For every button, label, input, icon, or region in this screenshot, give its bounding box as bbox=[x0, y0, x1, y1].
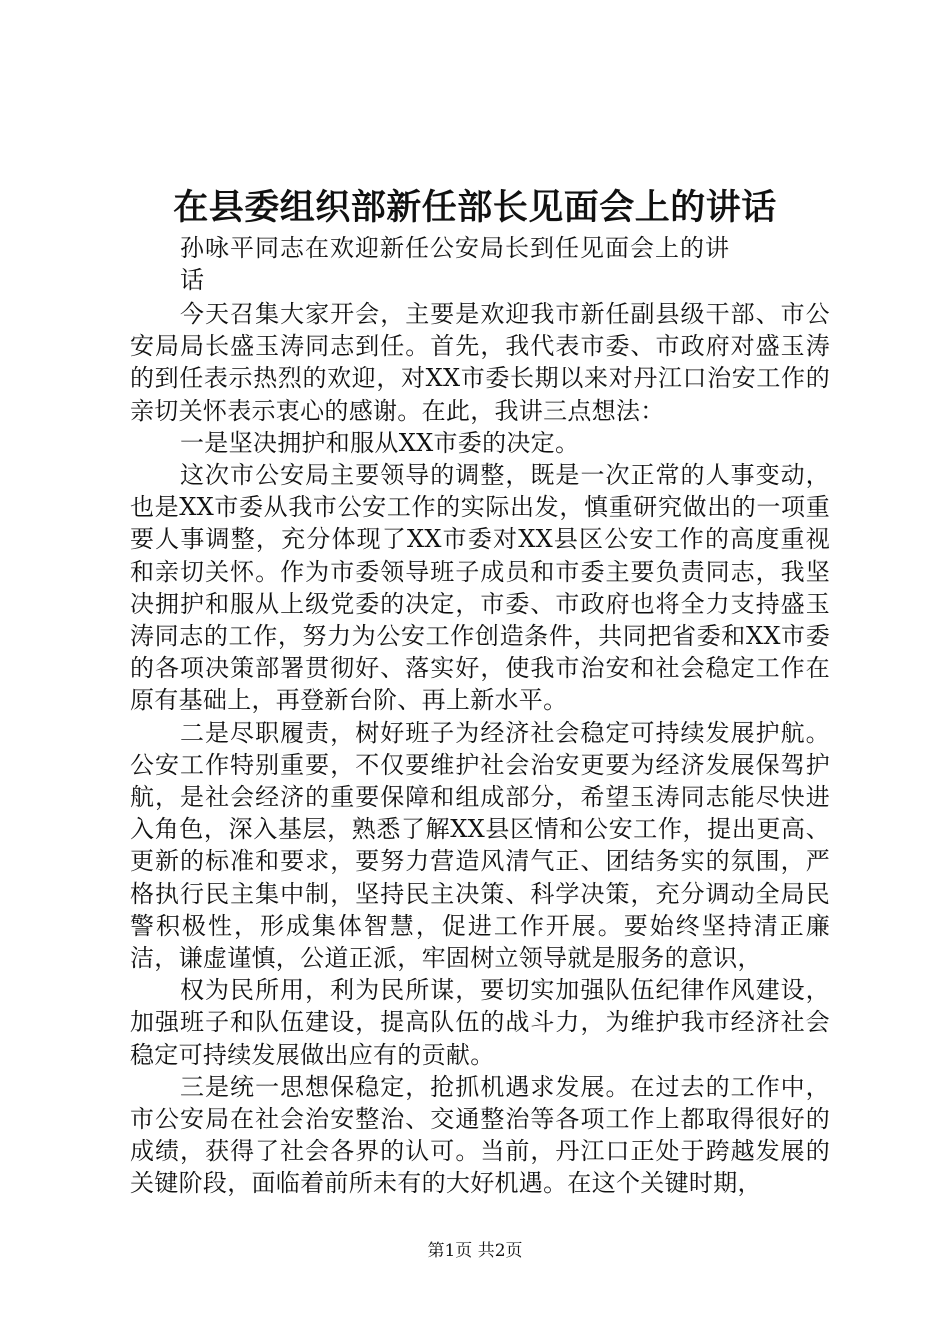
document-title: 在县委组织部新任部长见面会上的讲话 bbox=[173, 187, 777, 228]
paragraph: 三是统一思想保稳定，抢抓机遇求发展。在过去的工作中，市公安局在社会治安整治、交通整治等各项工作上都取得很好的成绩，获得了社会各界的认可。当前，丹江口正处于跨越发展的关键阶段，面临着前所未有的大好机遇。在这个关键时期， bbox=[130, 1072, 830, 1198]
document-subtitle: 孙咏平同志在欢迎新任公安局长到任见面会上的讲话 bbox=[180, 234, 730, 294]
paragraph: 今天召集大家开会，主要是欢迎我市新任副县级干部、市公安局局长盛玉涛同志到任。首先，我代表市委、市政府对盛玉涛的到任表示热烈的欢迎，对XX市委长期以来对丹江口治安工作的亲切关怀表示衷心的感谢。在此，我讲三点想法： bbox=[130, 300, 830, 425]
paragraph: 一是坚决拥护和服从XX市委的决定。 bbox=[180, 428, 580, 457]
paragraph: 这次市公安局主要领导的调整，既是一次正常的人事变动，也是XX市委从我市公安工作的实际出发，慎重研究做出的一项重要人事调整，充分体现了XX市委对XX县区公安工作的高度重视和亲切关怀。作为市委领导班子成员和市委主要负责同志，我坚决拥护和服从上级党委的决定，市委、市政府也将全力支持盛玉涛同志的工作，努力为公安工作创造条件，共同把省委和XX市委的各项决策部署贯彻好、落实好，使我市治安和社会稳定工作在原有基础上，再登新台阶、再上新水平。 bbox=[130, 461, 830, 715]
paragraph: 二是尽职履责，树好班子为经济社会稳定可持续发展护航。公安工作特别重要，不仅要维护社会治安更要为经济发展保驾护航，是社会经济的重要保障和组成部分，希望玉涛同志能尽快进入角色，深入基层，熟悉了解XX县区情和公安工作，提出更高、更新的标准和要求，要努力营造风清气正、团结务实的氛围，严格执行民主集中制，坚持民主决策、科学决策，充分调动全局民警积极性，形成集体智慧，促进工作开展。要始终坚持清正廉洁，谦虚谨慎，公道正派，牢固树立领导就是服务的意识， bbox=[130, 718, 830, 973]
document-body bbox=[130, 298, 830, 1200]
paragraph: 权为民所用，利为民所谋，要切实加强队伍纪律作风建设，加强班子和队伍建设，提高队伍的战斗力，为维护我市经济社会稳定可持续发展做出应有的贡献。 bbox=[130, 976, 830, 1069]
page-indicator: 第1页 共2页 bbox=[427, 1241, 523, 1261]
